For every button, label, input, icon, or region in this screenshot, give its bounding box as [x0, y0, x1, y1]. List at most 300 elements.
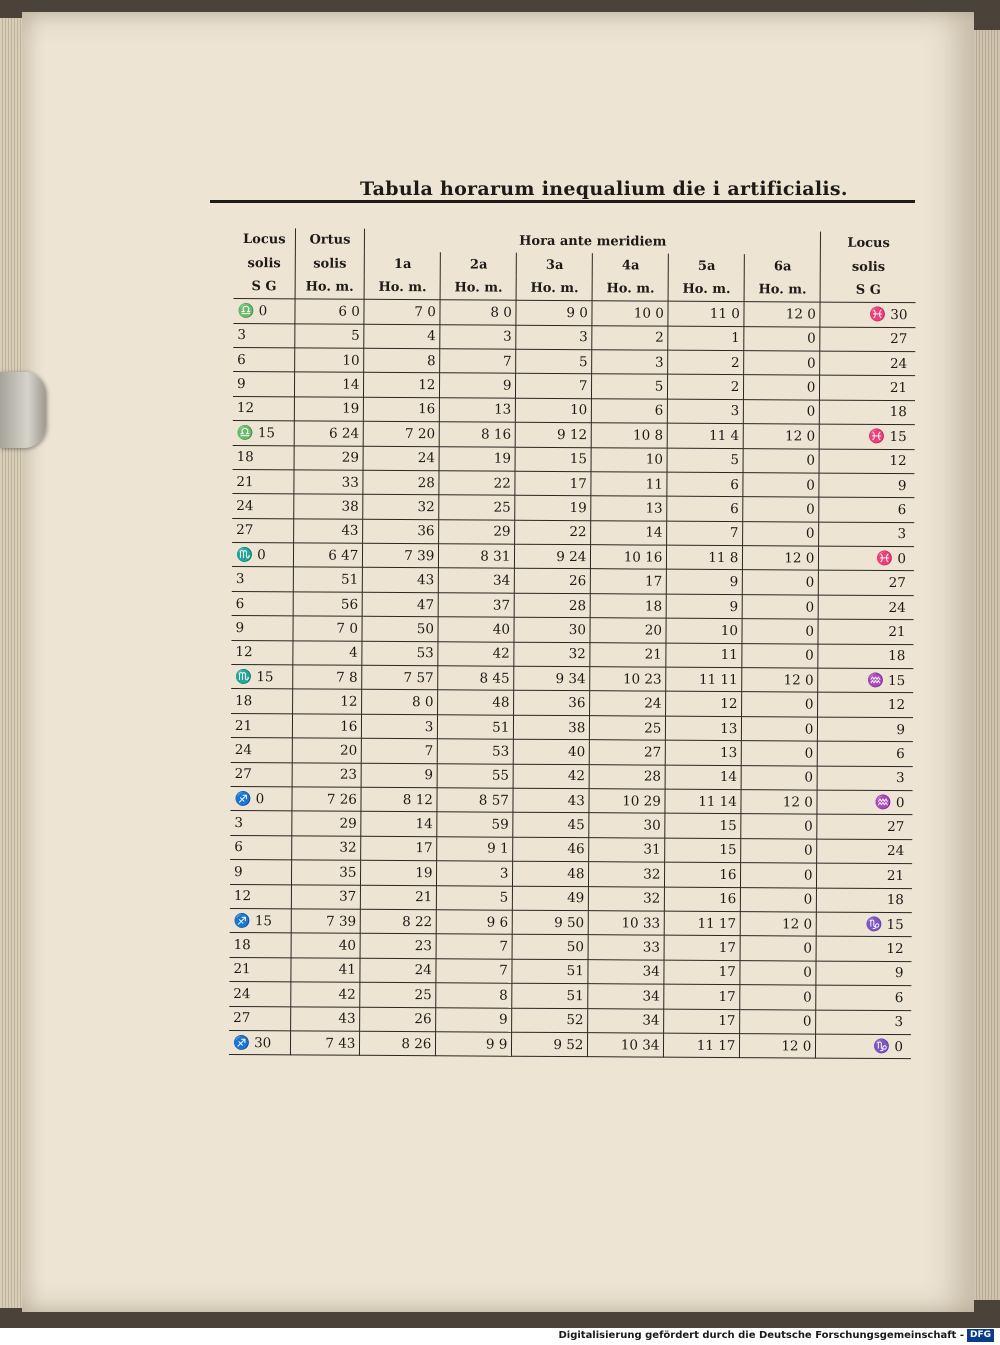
cell-hour-4: 2 — [592, 325, 668, 350]
cell-locus-right: 6 — [818, 741, 913, 766]
cell-hour-3: 43 — [513, 788, 589, 813]
cell-hour-5: 6 — [667, 472, 743, 497]
cell-hour-6: 0 — [741, 838, 817, 863]
cell-hour-3: 42 — [513, 764, 589, 789]
cell-hour-4: 10 16 — [591, 545, 667, 570]
cell-ortus: 6 47 — [293, 543, 363, 568]
cell-ortus: 19 — [294, 397, 364, 422]
cell-hour-3: 9 12 — [516, 422, 592, 447]
cell-hour-5: 2 — [668, 350, 744, 375]
cell-hour-2: 9 1 — [437, 837, 513, 862]
cell-hour-4: 34 — [588, 1008, 664, 1033]
cell-hour-2: 22 — [439, 471, 515, 496]
cell-hour-2: 29 — [439, 519, 515, 544]
cell-hour-1: 19 — [361, 860, 437, 885]
cell-hour-2: 59 — [437, 812, 513, 837]
cell-hour-2: 8 45 — [438, 666, 514, 691]
cell-hour-6: 12 0 — [741, 790, 817, 815]
cell-locus: 3 — [232, 567, 293, 592]
cell-ortus: 33 — [294, 470, 364, 495]
header-hom-6: Ho. m. — [744, 278, 820, 302]
cell-hour-6: 0 — [742, 692, 818, 717]
cell-hour-1: 4 — [364, 324, 440, 349]
cell-hour-3: 15 — [515, 447, 591, 472]
cell-locus: 21 — [232, 469, 293, 494]
cell-ortus: 10 — [294, 348, 364, 373]
cell-locus: 12 — [230, 884, 291, 909]
cell-hour-1: 9 — [361, 763, 437, 788]
cell-ortus: 20 — [292, 738, 362, 763]
cell-locus-right: ♒ 0 — [817, 790, 912, 815]
cell-hour-5: 14 — [665, 765, 741, 790]
header-hour-5: 5a — [669, 254, 745, 278]
cell-hour-4: 25 — [590, 715, 666, 740]
header-hom-3: Ho. m. — [516, 277, 592, 301]
cell-hour-5: 11 — [666, 643, 742, 668]
cell-hour-6: 0 — [741, 863, 817, 888]
cell-locus-right: 9 — [819, 473, 914, 498]
cell-locus: 24 — [231, 738, 292, 763]
cell-locus: 3 — [230, 811, 291, 836]
cell-locus-right: ♒ 15 — [818, 668, 913, 693]
cell-locus: 27 — [232, 518, 293, 543]
cell-hour-6: 0 — [744, 326, 820, 351]
header-hora: Hora ante meridiem — [365, 229, 821, 255]
cell-hour-1: 7 0 — [364, 299, 440, 324]
cell-hour-6: 12 0 — [744, 302, 820, 327]
cell-hour-5: 13 — [666, 740, 742, 765]
cell-hour-2: 8 0 — [440, 300, 516, 325]
cell-locus: ♐ 15 — [230, 908, 291, 933]
cell-hour-3: 9 50 — [513, 910, 589, 935]
cell-hour-2: 8 — [436, 983, 512, 1008]
cell-hour-1: 8 26 — [360, 1031, 436, 1056]
cell-locus: 18 — [230, 933, 291, 958]
cell-locus-right: ♓ 0 — [819, 546, 914, 571]
cell-hour-2: 5 — [437, 885, 513, 910]
cell-ortus: 29 — [292, 811, 362, 836]
cell-hour-5: 6 — [667, 496, 743, 521]
cell-ortus: 42 — [290, 982, 360, 1007]
cell-locus: 24 — [229, 982, 290, 1007]
cell-hour-2: 8 57 — [437, 788, 513, 813]
cell-locus: 27 — [231, 762, 292, 787]
cell-locus: ♎ 15 — [233, 421, 294, 446]
cell-hour-2: 34 — [439, 568, 515, 593]
cell-locus-right: ♓ 30 — [820, 302, 915, 327]
cell-hour-3: 40 — [514, 739, 590, 764]
cell-hour-5: 17 — [664, 960, 740, 985]
cell-locus: 12 — [231, 640, 292, 665]
cell-locus: 24 — [232, 494, 293, 519]
cell-hour-1: 7 — [362, 738, 438, 763]
header-hour-4: 4a — [593, 254, 669, 278]
cell-hour-2: 25 — [439, 495, 515, 520]
cell-hour-2: 7 — [440, 349, 516, 374]
cell-hour-4: 17 — [591, 569, 667, 594]
cell-ortus: 14 — [294, 372, 364, 397]
cell-hour-4: 5 — [592, 374, 668, 399]
cell-hour-2: 48 — [438, 690, 514, 715]
cell-hour-5: 1 — [668, 326, 744, 351]
table-row — [229, 1030, 911, 1059]
cell-locus: 27 — [229, 1006, 290, 1031]
cell-hour-4: 32 — [589, 886, 665, 911]
cell-hour-3: 30 — [514, 617, 590, 642]
cell-hour-3: 48 — [513, 861, 589, 886]
cell-hour-2: 3 — [437, 861, 513, 886]
cell-ortus: 12 — [292, 689, 362, 714]
cell-hour-4: 10 — [591, 447, 667, 472]
cell-hour-5: 11 11 — [666, 667, 742, 692]
cell-hour-3: 45 — [513, 813, 589, 838]
cell-hour-1: 8 — [364, 348, 440, 373]
header-hom-ortus: Ho. m. — [295, 275, 365, 299]
table-title: Tabula horarum inequalium die i artificialis. — [360, 178, 848, 200]
cell-hour-2: 9 9 — [436, 1032, 512, 1057]
header-locus-right: Locus — [847, 235, 890, 252]
cell-hour-1: 43 — [363, 568, 439, 593]
cell-hour-2: 13 — [440, 397, 516, 422]
cell-hour-1: 24 — [363, 446, 439, 471]
cell-hour-1: 8 22 — [361, 909, 437, 934]
cell-hour-5: 16 — [665, 862, 741, 887]
cell-hour-2: 19 — [439, 446, 515, 471]
cell-ortus: 7 26 — [292, 787, 362, 812]
cell-locus: 9 — [233, 372, 294, 397]
hours-table — [229, 228, 916, 1059]
cell-ortus: 7 8 — [292, 665, 362, 690]
cell-hour-3: 26 — [515, 569, 591, 594]
cell-hour-6: 0 — [743, 594, 819, 619]
cell-hour-6: 0 — [741, 765, 817, 790]
page-clip — [0, 372, 46, 448]
cell-locus-right: 27 — [820, 327, 915, 352]
header-locus-left: Locus — [234, 228, 295, 252]
cell-ortus: 37 — [291, 884, 361, 909]
cell-ortus: 6 24 — [294, 421, 364, 446]
cell-hour-6: 0 — [743, 473, 819, 498]
cell-hour-2: 40 — [438, 617, 514, 642]
cell-hour-5: 11 4 — [668, 423, 744, 448]
cell-locus-right: 27 — [819, 571, 914, 596]
cell-ortus: 35 — [291, 860, 361, 885]
cell-hour-4: 18 — [591, 594, 667, 619]
cell-hour-2: 53 — [438, 739, 514, 764]
cell-ortus: 16 — [292, 714, 362, 739]
cell-hour-1: 26 — [360, 1007, 436, 1032]
cell-hour-6: 0 — [740, 960, 816, 985]
cell-hour-6: 0 — [740, 1009, 816, 1034]
cell-hour-6: 0 — [743, 570, 819, 595]
cell-locus: 9 — [230, 860, 291, 885]
hours-table-wrap — [229, 228, 916, 1059]
cell-hour-5: 13 — [666, 716, 742, 741]
cell-hour-2: 55 — [437, 763, 513, 788]
cell-ortus: 43 — [290, 1006, 360, 1031]
cell-hour-4: 33 — [588, 935, 664, 960]
cell-ortus: 23 — [292, 762, 362, 787]
header-hour-6: 6a — [745, 255, 821, 279]
cell-hour-6: 12 0 — [742, 668, 818, 693]
cell-locus: ♏ 0 — [232, 543, 293, 568]
cell-hour-3: 38 — [514, 715, 590, 740]
cell-hour-6: 0 — [742, 643, 818, 668]
cell-hour-2: 9 — [436, 1007, 512, 1032]
footer-bar — [0, 1328, 1000, 1345]
cell-locus-right: 9 — [816, 961, 911, 986]
cell-hour-5: 17 — [664, 984, 740, 1009]
cell-hour-4: 28 — [589, 764, 665, 789]
cell-hour-5: 5 — [667, 448, 743, 473]
cell-hour-6: 12 0 — [744, 424, 820, 449]
cell-hour-2: 37 — [439, 593, 515, 618]
cell-hour-1: 3 — [362, 714, 438, 739]
cell-locus: 18 — [233, 445, 294, 470]
cell-hour-1: 7 57 — [362, 665, 438, 690]
cell-locus-right: 18 — [820, 400, 915, 425]
cell-locus-right: 21 — [818, 619, 913, 644]
header-solis-left: solis — [234, 251, 295, 275]
cell-ortus: 32 — [291, 836, 361, 861]
header-solis-ortus: solis — [295, 252, 365, 276]
cell-ortus: 6 0 — [295, 299, 365, 324]
header-sg-right: S G — [820, 278, 915, 302]
header-solis-right: solis — [851, 259, 886, 275]
cell-locus: 6 — [230, 835, 291, 860]
header-hom-1: Ho. m. — [364, 276, 440, 300]
cell-hour-3: 10 — [516, 398, 592, 423]
cell-hour-5: 2 — [668, 374, 744, 399]
cell-hour-4: 10 23 — [590, 667, 666, 692]
cell-locus-right: 3 — [816, 1010, 911, 1035]
cell-hour-3: 51 — [512, 983, 588, 1008]
cell-locus-right: ♑ 0 — [816, 1034, 911, 1059]
cell-hour-1: 23 — [360, 934, 436, 959]
cell-locus: 21 — [229, 957, 290, 982]
header-sg-left: S G — [234, 275, 295, 299]
cell-hour-4: 27 — [590, 740, 666, 765]
cell-hour-6: 0 — [742, 716, 818, 741]
cell-locus: ♎ 0 — [233, 299, 294, 324]
cell-hour-5: 11 0 — [668, 301, 744, 326]
cell-hour-2: 42 — [438, 641, 514, 666]
header-hour-2: 2a — [441, 253, 517, 277]
dfg-logo: DFG — [967, 1329, 994, 1342]
cell-locus-right: 3 — [817, 766, 912, 791]
cell-locus-right: 9 — [818, 717, 913, 742]
cell-hour-4: 3 — [592, 350, 668, 375]
header-hour-1: 1a — [365, 252, 441, 276]
cell-hour-5: 12 — [666, 692, 742, 717]
cell-hour-5: 9 — [667, 594, 743, 619]
cell-hour-3: 17 — [515, 471, 591, 496]
cell-hour-1: 47 — [363, 592, 439, 617]
table-body — [229, 299, 916, 1059]
header-hom-5: Ho. m. — [668, 277, 744, 301]
cell-hour-1: 32 — [363, 495, 439, 520]
cell-ortus: 5 — [294, 323, 364, 348]
cell-locus: 18 — [231, 689, 292, 714]
cell-hour-6: 0 — [741, 887, 817, 912]
cell-hour-1: 25 — [360, 982, 436, 1007]
cell-ortus: 7 43 — [290, 1031, 360, 1056]
cell-locus-right: 24 — [819, 595, 914, 620]
cell-hour-3: 9 0 — [516, 300, 592, 325]
cell-hour-5: 11 14 — [665, 789, 741, 814]
cell-hour-4: 10 33 — [589, 911, 665, 936]
cell-hour-5: 15 — [665, 838, 741, 863]
cell-hour-2: 8 16 — [440, 422, 516, 447]
cell-hour-4: 14 — [591, 520, 667, 545]
cell-hour-3: 36 — [514, 691, 590, 716]
cell-locus-right: ♑ 15 — [817, 912, 912, 937]
header-hom-2: Ho. m. — [440, 276, 516, 300]
cell-hour-1: 50 — [362, 617, 438, 642]
cell-locus-right: 27 — [817, 814, 912, 839]
cell-hour-6: 12 0 — [740, 1033, 816, 1058]
page-edges-right — [974, 30, 1000, 1300]
cell-hour-4: 20 — [590, 618, 666, 643]
footer-text: Digitalisierung gefördert durch die Deutsche Forschungsgemeinschaft - — [558, 1330, 964, 1341]
cell-ortus: 38 — [293, 494, 363, 519]
cell-hour-1: 53 — [362, 641, 438, 666]
cell-hour-1: 21 — [361, 885, 437, 910]
cell-ortus: 40 — [291, 933, 361, 958]
cell-ortus: 29 — [294, 445, 364, 470]
cell-hour-3: 22 — [515, 520, 591, 545]
cell-hour-4: 11 — [591, 472, 667, 497]
cell-hour-4: 10 29 — [589, 789, 665, 814]
cell-hour-4: 34 — [588, 984, 664, 1009]
cell-hour-5: 9 — [667, 570, 743, 595]
cell-hour-6: 12 0 — [741, 912, 817, 937]
cell-locus: 6 — [232, 591, 293, 616]
cell-hour-4: 10 0 — [592, 301, 668, 326]
cell-locus-right: 6 — [816, 985, 911, 1010]
cell-ortus: 51 — [293, 567, 363, 592]
cell-hour-5: 11 17 — [664, 1033, 740, 1058]
header-hour-3: 3a — [517, 253, 593, 277]
cell-hour-4: 13 — [591, 496, 667, 521]
cell-locus: ♏ 15 — [231, 665, 292, 690]
cell-hour-5: 15 — [665, 814, 741, 839]
header-hom-4: Ho. m. — [592, 277, 668, 301]
cell-hour-4: 31 — [589, 837, 665, 862]
cell-hour-5: 16 — [665, 887, 741, 912]
cell-hour-3: 28 — [515, 593, 591, 618]
cell-locus: 3 — [233, 323, 294, 348]
cell-hour-3: 51 — [512, 959, 588, 984]
cell-locus: 9 — [231, 616, 292, 641]
cell-locus-right: 6 — [819, 497, 914, 522]
cell-hour-2: 8 31 — [439, 544, 515, 569]
cell-locus: 6 — [233, 347, 294, 372]
cell-hour-3: 50 — [512, 935, 588, 960]
cell-hour-6: 0 — [744, 351, 820, 376]
cell-hour-1: 28 — [363, 470, 439, 495]
title-rule — [210, 200, 915, 203]
cell-hour-3: 52 — [512, 1008, 588, 1033]
cell-hour-1: 7 39 — [363, 543, 439, 568]
cell-hour-6: 0 — [743, 497, 819, 522]
cell-hour-5: 11 17 — [665, 911, 741, 936]
cell-hour-4: 24 — [590, 691, 666, 716]
cell-hour-6: 0 — [744, 399, 820, 424]
cell-hour-5: 3 — [668, 399, 744, 424]
cell-hour-6: 0 — [740, 936, 816, 961]
cell-locus-right: 21 — [817, 863, 912, 888]
cell-hour-1: 12 — [364, 373, 440, 398]
cell-ortus: 7 0 — [293, 616, 363, 641]
cell-hour-6: 0 — [744, 375, 820, 400]
cell-hour-5: 11 8 — [667, 545, 743, 570]
cell-hour-1: 8 12 — [361, 787, 437, 812]
cell-hour-2: 51 — [438, 715, 514, 740]
cell-locus-right: 24 — [817, 839, 912, 864]
cell-locus-right: 12 — [818, 692, 913, 717]
cell-locus: 12 — [233, 396, 294, 421]
cell-locus-right: ♓ 15 — [820, 424, 915, 449]
cell-hour-5: 17 — [664, 1009, 740, 1034]
cell-hour-5: 10 — [666, 618, 742, 643]
cell-hour-4: 32 — [589, 862, 665, 887]
cell-hour-6: 0 — [740, 985, 816, 1010]
cell-locus-right: 24 — [820, 351, 915, 376]
cell-hour-2: 7 — [436, 958, 512, 983]
cell-hour-3: 9 34 — [514, 666, 590, 691]
cell-hour-1: 16 — [364, 397, 440, 422]
header-ortus: Ortus — [295, 228, 365, 252]
cell-hour-3: 46 — [513, 837, 589, 862]
cell-locus-right: 18 — [818, 644, 913, 669]
cell-hour-1: 24 — [360, 958, 436, 983]
cell-hour-1: 7 20 — [364, 421, 440, 446]
cell-hour-4: 10 8 — [592, 423, 668, 448]
cell-hour-6: 12 0 — [743, 546, 819, 571]
cell-hour-3: 9 24 — [515, 544, 591, 569]
cell-hour-4: 21 — [590, 642, 666, 667]
cell-hour-1: 8 0 — [362, 690, 438, 715]
cell-ortus: 43 — [293, 519, 363, 544]
cell-hour-4: 6 — [592, 398, 668, 423]
cell-locus-right: 12 — [816, 936, 911, 961]
cell-hour-6: 0 — [741, 814, 817, 839]
cell-hour-5: 7 — [667, 521, 743, 546]
cell-hour-1: 36 — [363, 519, 439, 544]
cell-hour-3: 5 — [516, 349, 592, 374]
cell-hour-2: 3 — [440, 324, 516, 349]
cell-hour-6: 0 — [743, 521, 819, 546]
cell-locus-right: 12 — [819, 449, 914, 474]
cell-locus: ♐ 30 — [229, 1030, 290, 1055]
cell-hour-2: 9 6 — [437, 910, 513, 935]
cell-ortus: 56 — [293, 592, 363, 617]
cell-hour-6: 0 — [742, 619, 818, 644]
cell-hour-5: 17 — [664, 935, 740, 960]
cell-hour-3: 7 — [516, 374, 592, 399]
cell-ortus: 41 — [291, 958, 361, 983]
cell-hour-6: 0 — [742, 741, 818, 766]
cell-locus: 21 — [231, 713, 292, 738]
cell-locus: ♐ 0 — [230, 786, 291, 811]
cell-ortus: 7 39 — [291, 909, 361, 934]
cell-hour-3: 9 52 — [512, 1032, 588, 1057]
cell-hour-3: 49 — [513, 886, 589, 911]
cell-locus-right: 18 — [817, 888, 912, 913]
cell-ortus: 4 — [293, 641, 363, 666]
cell-hour-4: 10 34 — [588, 1033, 664, 1058]
